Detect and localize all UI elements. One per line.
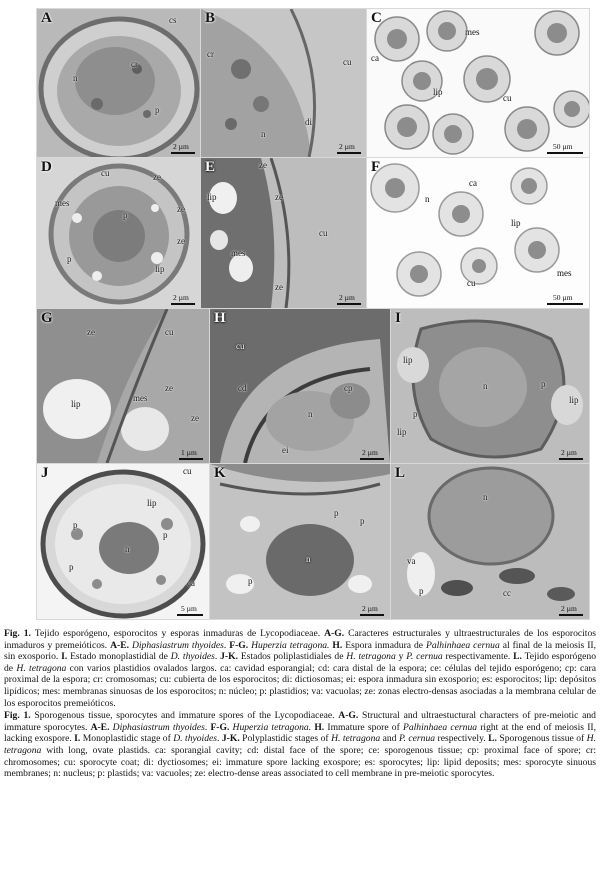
caption-en-text: with long, ovate plastids. ca: sporangial cavity; cd: distal face of the spore; ce: sporogenous tissue; cp: proximal face of spore; cr: chromosomes; cu: sporocyte coat; di: dyctiosomes; ei: immature spore lacking exospore; es: sporocytes; lip: lipid deposits; mes: sporocyte sinuous membranes; n: nucleus; p: plastids; va: vacuoles; ze: electro-dense areas associated to cell membrane in pre-meiotic sporocytes. <box>4 744 596 780</box>
panel-d <box>36 157 201 309</box>
panel-d-letter: D <box>41 159 52 175</box>
panel-j-label-n: n <box>125 544 130 554</box>
panel-e-label-ze-3: ze <box>275 282 283 292</box>
caption-en-italic: D. thyoides <box>173 733 217 745</box>
panel-c-scale-bar <box>547 152 583 154</box>
figure-plate <box>36 8 588 618</box>
panel-f-scale-label: 50 µm <box>553 293 573 302</box>
caption-en-text: and <box>380 733 399 745</box>
caption-es-bold: L. <box>513 651 522 663</box>
caption-es-bold: I. <box>61 651 68 663</box>
panel-d-label-cu: cu <box>101 168 110 178</box>
caption-es-text: . <box>223 639 230 651</box>
panel-c-scale-label: 50 µm <box>553 142 573 151</box>
panel-i-scale-bar <box>559 458 583 460</box>
panel-k <box>209 463 391 620</box>
caption-en-text: Polyplastidic stages of <box>239 733 332 745</box>
panel-e-label-cu: cu <box>319 228 328 238</box>
panel-g-label-lip: lip <box>71 399 81 409</box>
panel-d-label-ze-1: ze <box>153 172 161 182</box>
caption-es-text: Estados poliplastidiales de <box>237 651 347 663</box>
panel-l-label-va: va <box>407 556 416 566</box>
panel-i-label-n: n <box>483 381 488 391</box>
panel-c-label-lip: lip <box>433 87 443 97</box>
caption-en-text: . <box>217 733 222 745</box>
panel-d-micrograph <box>37 158 200 308</box>
caption-es-italic: D. thyoides <box>170 651 215 663</box>
panel-c-label-cu: cu <box>503 93 512 103</box>
caption-es-bold: H. <box>332 639 343 651</box>
panel-l-label-n: n <box>483 492 488 502</box>
panel-i-label-lip-3: lip <box>397 427 407 437</box>
panel-j-label-ca: ca <box>187 578 195 588</box>
caption-es-italic: H. tetragona <box>346 651 396 663</box>
caption-es-text: Espora inmadura de <box>342 639 426 651</box>
panel-d-label-ze-3: ze <box>177 236 185 246</box>
panel-c-label-mes: mes <box>465 27 480 37</box>
panel-b <box>200 8 367 158</box>
panel-e <box>200 157 367 309</box>
caption-spanish <box>4 628 596 709</box>
panel-a-scale-bar <box>171 152 195 154</box>
panel-a-micrograph <box>37 9 200 157</box>
panel-k-label-n: n <box>306 554 311 564</box>
caption-es-text: al final de la meiosis II, sin exosporio. <box>4 639 596 663</box>
caption-es-text: . <box>214 651 221 663</box>
panel-j <box>36 463 210 620</box>
panel-b-label-cr: cr <box>207 49 214 59</box>
caption-es-text: con varios plastidios ovalados largos. ca: cavidad esporangial; cd: cara distal de la espora; ce: células del tejido esporógeno; cp: cara proximal de la espora; cr: cromosomas; cu: cubierta de los esporocitos; di: dictiosomas; ei: espora inmadura sin exosporio; es: esporocitos; lip: depósitos lipídicos; mes: membranas sinuosas de los esporocitos; n: núcleo; p: plastidios; va: vacuolas; ze: zonas electro-densas asociadas a la membrana celular de los esporocitos premeióticos. <box>4 662 596 709</box>
caption-es-text: respectivamente. <box>442 651 514 663</box>
panel-l-label-cc: cc <box>503 588 511 598</box>
panel-c <box>366 8 590 158</box>
panel-f-label-lip: lip <box>511 218 521 228</box>
caption-en-italic: Huperzia tetragona. <box>229 721 312 733</box>
panel-g-label-ze-3: ze <box>191 413 199 423</box>
panel-g-label-ze-1: ze <box>87 327 95 337</box>
caption-en-bold: L. <box>488 733 497 745</box>
panel-h-label-ei: ei <box>282 445 289 455</box>
panel-k-micrograph <box>210 464 390 619</box>
panel-d-scale-bar <box>171 303 195 305</box>
caption-en-bold: I. <box>74 733 81 745</box>
panel-k-letter: K <box>214 465 226 481</box>
panel-e-scale-label: 2 µm <box>339 293 355 302</box>
panel-h-label-cu: cu <box>236 341 245 351</box>
panel-j-scale-label: 5 µm <box>181 604 197 613</box>
caption-es-text: y <box>395 651 407 663</box>
caption-es-italic: H. tetragona <box>16 662 67 674</box>
panel-k-label-p-1: p <box>334 508 339 518</box>
panel-a-label-p: p <box>155 105 160 115</box>
panel-a-scale-label: 2 µm <box>173 142 189 151</box>
panel-i-label-lip-2: lip <box>569 395 579 405</box>
panel-g-label-mes: mes <box>133 393 148 403</box>
panel-c-letter: C <box>371 10 382 26</box>
panel-d-label-p-1: p <box>123 210 128 220</box>
panel-l-scale-label: 2 µm <box>561 604 577 613</box>
panel-d-label-mes: mes <box>55 198 70 208</box>
caption-en-fig: Fig. 1. <box>4 710 31 722</box>
panel-j-letter: J <box>41 465 49 481</box>
caption-es-italic: Huperzia tetragona. <box>248 639 330 651</box>
panel-k-label-p-3: p <box>248 576 253 586</box>
panel-g-scale-label: 1 µm <box>181 448 197 457</box>
panel-g-scale-bar <box>179 458 203 460</box>
panel-k-label-p-2: p <box>360 516 365 526</box>
panel-e-micrograph <box>201 158 366 308</box>
panel-l-letter: L <box>395 465 406 481</box>
caption-en-text: Sporogenous tissue of <box>496 733 587 745</box>
caption-en-text: right at the end of meiosis II, lacking exospore. <box>4 721 597 745</box>
panel-g-label-cu: cu <box>165 327 174 337</box>
panel-j-label-p-1: p <box>73 520 78 530</box>
caption-en-italic: Palhinhaea cernua <box>402 721 478 733</box>
panel-b-label-n: n <box>261 129 266 139</box>
panel-g <box>36 308 210 464</box>
caption-en-italic: Diphasiastrum thyoides <box>109 721 205 733</box>
panel-k-scale-label: 2 µm <box>362 604 378 613</box>
panel-g-micrograph <box>37 309 209 463</box>
caption-es-fig: Fig. 1. <box>4 628 31 639</box>
caption-en-bold: H. <box>314 721 325 733</box>
caption-es-bold: A-G. <box>324 628 345 639</box>
panel-d-label-lip: lip <box>155 264 165 274</box>
panel-f-letter: F <box>371 159 381 175</box>
panel-e-label-mes: mes <box>231 248 246 258</box>
panel-h-micrograph <box>210 309 390 463</box>
caption-es-italic: Diphasiastrum thyoides <box>129 639 224 651</box>
caption-english <box>4 710 596 780</box>
panel-d-label-ze-2: ze <box>177 204 185 214</box>
caption-en-italic: H. tetragona <box>331 733 381 745</box>
panel-f-label-n: n <box>425 194 430 204</box>
caption-es-bold: F-G. <box>229 639 249 651</box>
panel-d-label-p-2: p <box>67 254 72 264</box>
panel-j-label-lip: lip <box>147 498 157 508</box>
panel-a-label-n: n <box>73 73 78 83</box>
panel-h <box>209 308 391 464</box>
panel-j-micrograph <box>37 464 209 619</box>
panel-a-label-cr: cr <box>131 59 138 69</box>
caption-es-text: Tejido esporógeno de <box>4 651 597 674</box>
panel-f-label-cu: cu <box>467 278 476 288</box>
panel-e-label-ze-1: ze <box>259 160 267 170</box>
caption-es-bold: A-E. <box>110 639 129 651</box>
panel-e-letter: E <box>205 159 216 175</box>
panel-i-micrograph <box>391 309 589 463</box>
panel-f <box>366 157 590 309</box>
panel-g-letter: G <box>41 310 53 326</box>
panel-e-scale-bar <box>337 303 361 305</box>
panel-b-letter: B <box>205 10 216 26</box>
panel-h-label-cp: cp <box>344 383 353 393</box>
caption-es-text: Tejido esporógeno, esporocitos y esporas inmaduras de Lycopodiaceae. <box>30 628 325 639</box>
caption-es-italic: Palhinhaea cernua <box>425 639 500 651</box>
panel-i-label-p-1: p <box>541 379 546 389</box>
caption-en-bold: A-E. <box>90 721 110 733</box>
panel-j-label-p-2: p <box>163 530 168 540</box>
panel-b-scale-bar <box>337 152 361 154</box>
caption-en-text: Structural and ultraestuctural characters of pre-meiotic and immature sporocytes. <box>4 710 596 733</box>
caption-en-text: Immature spore of <box>324 721 403 733</box>
panel-a-letter: A <box>41 10 52 26</box>
panel-l <box>390 463 590 620</box>
caption-en-text: . <box>204 721 211 733</box>
panel-l-scale-bar <box>559 614 583 616</box>
panel-j-label-cu: cu <box>183 466 192 476</box>
panel-i-label-p-2: p <box>413 409 418 419</box>
panel-f-label-ca: ca <box>469 178 477 188</box>
panel-j-label-p-3: p <box>69 562 74 572</box>
panel-i <box>390 308 590 464</box>
panel-h-letter: H <box>214 310 226 326</box>
panel-f-label-mes: mes <box>557 268 572 278</box>
panel-h-scale-label: 2 µm <box>362 448 378 457</box>
panel-h-label-cd: cd <box>238 383 247 393</box>
panel-c-label-ca: ca <box>371 53 379 63</box>
panel-d-scale-label: 2 µm <box>173 293 189 302</box>
panel-e-label-lip: lip <box>207 192 217 202</box>
caption-en-bold: F-G. <box>210 721 230 733</box>
caption-en-text: Sporogenous tissue, sporocytes and immature spores of the Lycopodiaceae. <box>30 710 339 722</box>
panel-j-scale-bar <box>177 614 203 616</box>
panel-a <box>36 8 201 158</box>
panel-h-label-n: n <box>308 409 313 419</box>
panel-b-label-di: di <box>305 117 313 127</box>
panel-l-label-p: p <box>419 586 424 596</box>
panel-i-scale-label: 2 µm <box>561 448 577 457</box>
figure-caption <box>4 628 596 781</box>
caption-es-text: Estado monoplastidial de <box>67 651 171 663</box>
panel-i-letter: I <box>395 310 401 326</box>
panel-f-micrograph <box>367 158 589 308</box>
panel-k-scale-bar <box>360 614 384 616</box>
caption-en-italic: P. cernua <box>398 733 436 745</box>
caption-en-italic: H. tetragona <box>4 733 596 756</box>
panel-h-scale-bar <box>360 458 384 460</box>
panel-f-scale-bar <box>547 303 583 305</box>
caption-en-text: Monoplastidic stage of <box>80 733 174 745</box>
caption-en-text: respectively. <box>435 733 489 745</box>
panel-e-label-ze-2: ze <box>275 192 283 202</box>
panel-b-label-cu: cu <box>343 57 352 67</box>
panel-a-label-cs: cs <box>169 15 177 25</box>
panel-b-micrograph <box>201 9 366 157</box>
caption-es-italic: P. cernua <box>406 651 443 663</box>
caption-en-bold: A-G. <box>338 710 359 722</box>
caption-es-text: Caracteres estructurales y ultraestructurales de los esporocitos inmaduros y premeióticos. <box>4 628 596 651</box>
panel-g-label-ze-2: ze <box>165 383 173 393</box>
panel-b-scale-label: 2 µm <box>339 142 355 151</box>
caption-en-bold: J-K. <box>221 733 240 745</box>
caption-es-bold: J-K. <box>220 651 238 663</box>
panel-i-label-lip-1: lip <box>403 355 413 365</box>
